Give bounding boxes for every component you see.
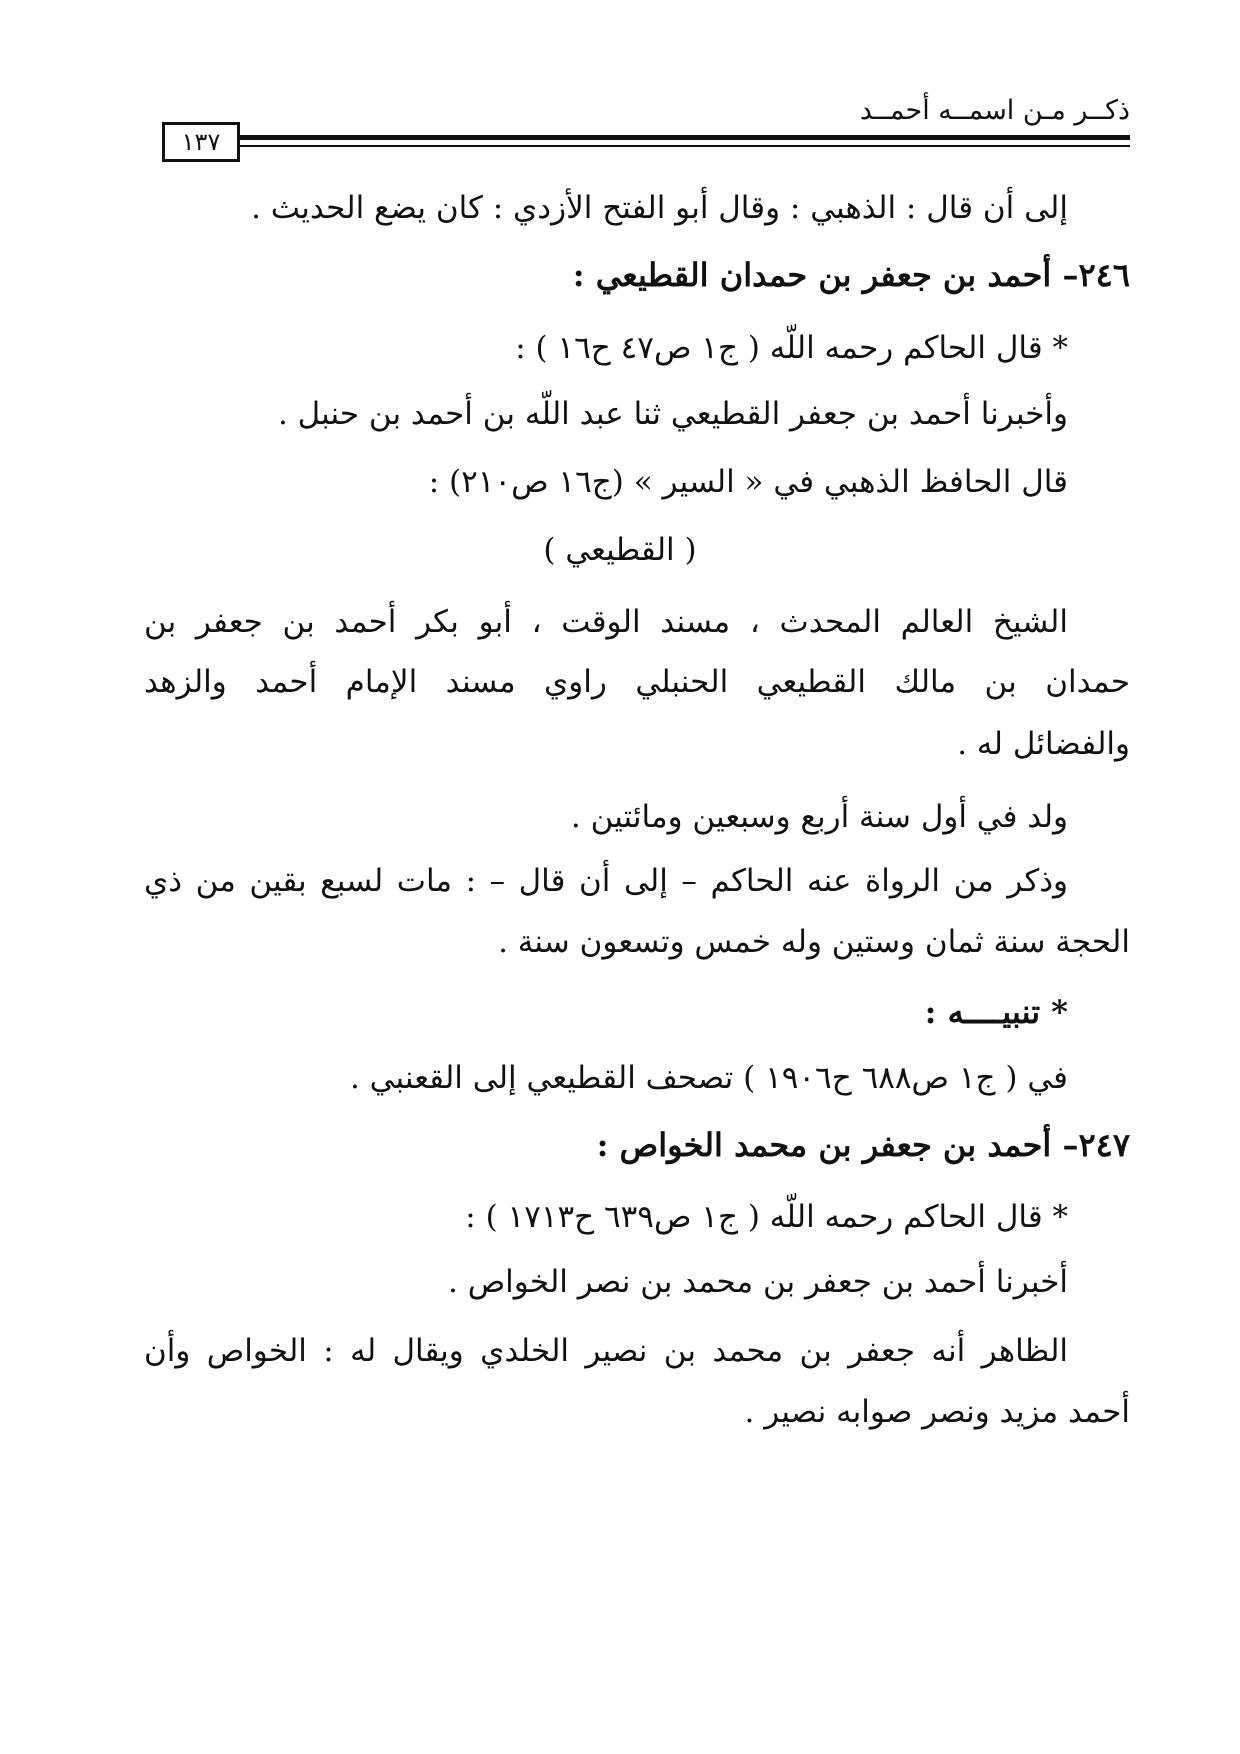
note-heading: * تنبيــــه : (924, 993, 1068, 1031)
text-line: * قال الحاكم رحمه اللّه ( ج١ ص٤٧ ح١٦ ) : (515, 330, 1068, 366)
text-line: حمدان بن مالك القطيعي الحنبلي راوي مسند الإمام أحمد والزهد (144, 664, 1130, 700)
text-line: الظاهر أنه جعفر بن محمد بن نصير الخلدي ويقال له : الخواص وأن (144, 1333, 1068, 1369)
page-number: ١٣٧ (162, 122, 240, 162)
text-line: والفضائل له . (957, 726, 1130, 762)
entry-heading-246: ٢٤٦– أحمد بن جعفر بن حمدان القطيعي : (572, 256, 1130, 294)
running-title: ذكــر مـن اسمــه أحمــد (859, 95, 1130, 126)
text-line: إلى أن قال : الذهبي : وقال أبو الفتح الأزدي : كان يضع الحديث . (251, 190, 1068, 226)
header-rule-thin (238, 145, 1130, 147)
section-title: ( القطيعي ) (543, 532, 697, 568)
text-line: قال الحافظ الذهبي في « السير » (ج١٦ ص٢١٠) : (428, 464, 1068, 500)
text-line: الحجة سنة ثمان وستين وله خمس وتسعون سنة . (498, 924, 1130, 960)
text-line: وأخبرنا أحمد بن جعفر القطيعي ثنا عبد اللّه بن أحمد بن حنبل . (277, 396, 1068, 432)
text-line: ولد في أول سنة أربع وسبعين ومائتين . (570, 799, 1068, 835)
header-rule-thick (238, 135, 1130, 140)
entry-heading-247: ٢٤٧– أحمد بن جعفر بن محمد الخواص : (596, 1126, 1130, 1164)
text-line: أحمد مزيد ونصر صوابه نصير . (744, 1394, 1130, 1430)
text-line: الشيخ العالم المحدث ، مسند الوقت ، أبو بكر أحمد بن جعفر بن (144, 604, 1068, 640)
text-line: وذكر من الرواة عنه الحاكم – إلى أن قال – : مات لسبع بقين من ذي (144, 863, 1068, 899)
text-line: أخبرنا أحمد بن جعفر بن محمد بن نصر الخواص . (448, 1264, 1068, 1300)
text-line: * قال الحاكم رحمه اللّه ( ج١ ص٦٣٩ ح١٧١٣ ) : (465, 1199, 1068, 1235)
text-line: في ( ج١ ص٦٨٨ ح١٩٠٦ ) تصحف القطيعي إلى القعنبي . (349, 1060, 1068, 1096)
